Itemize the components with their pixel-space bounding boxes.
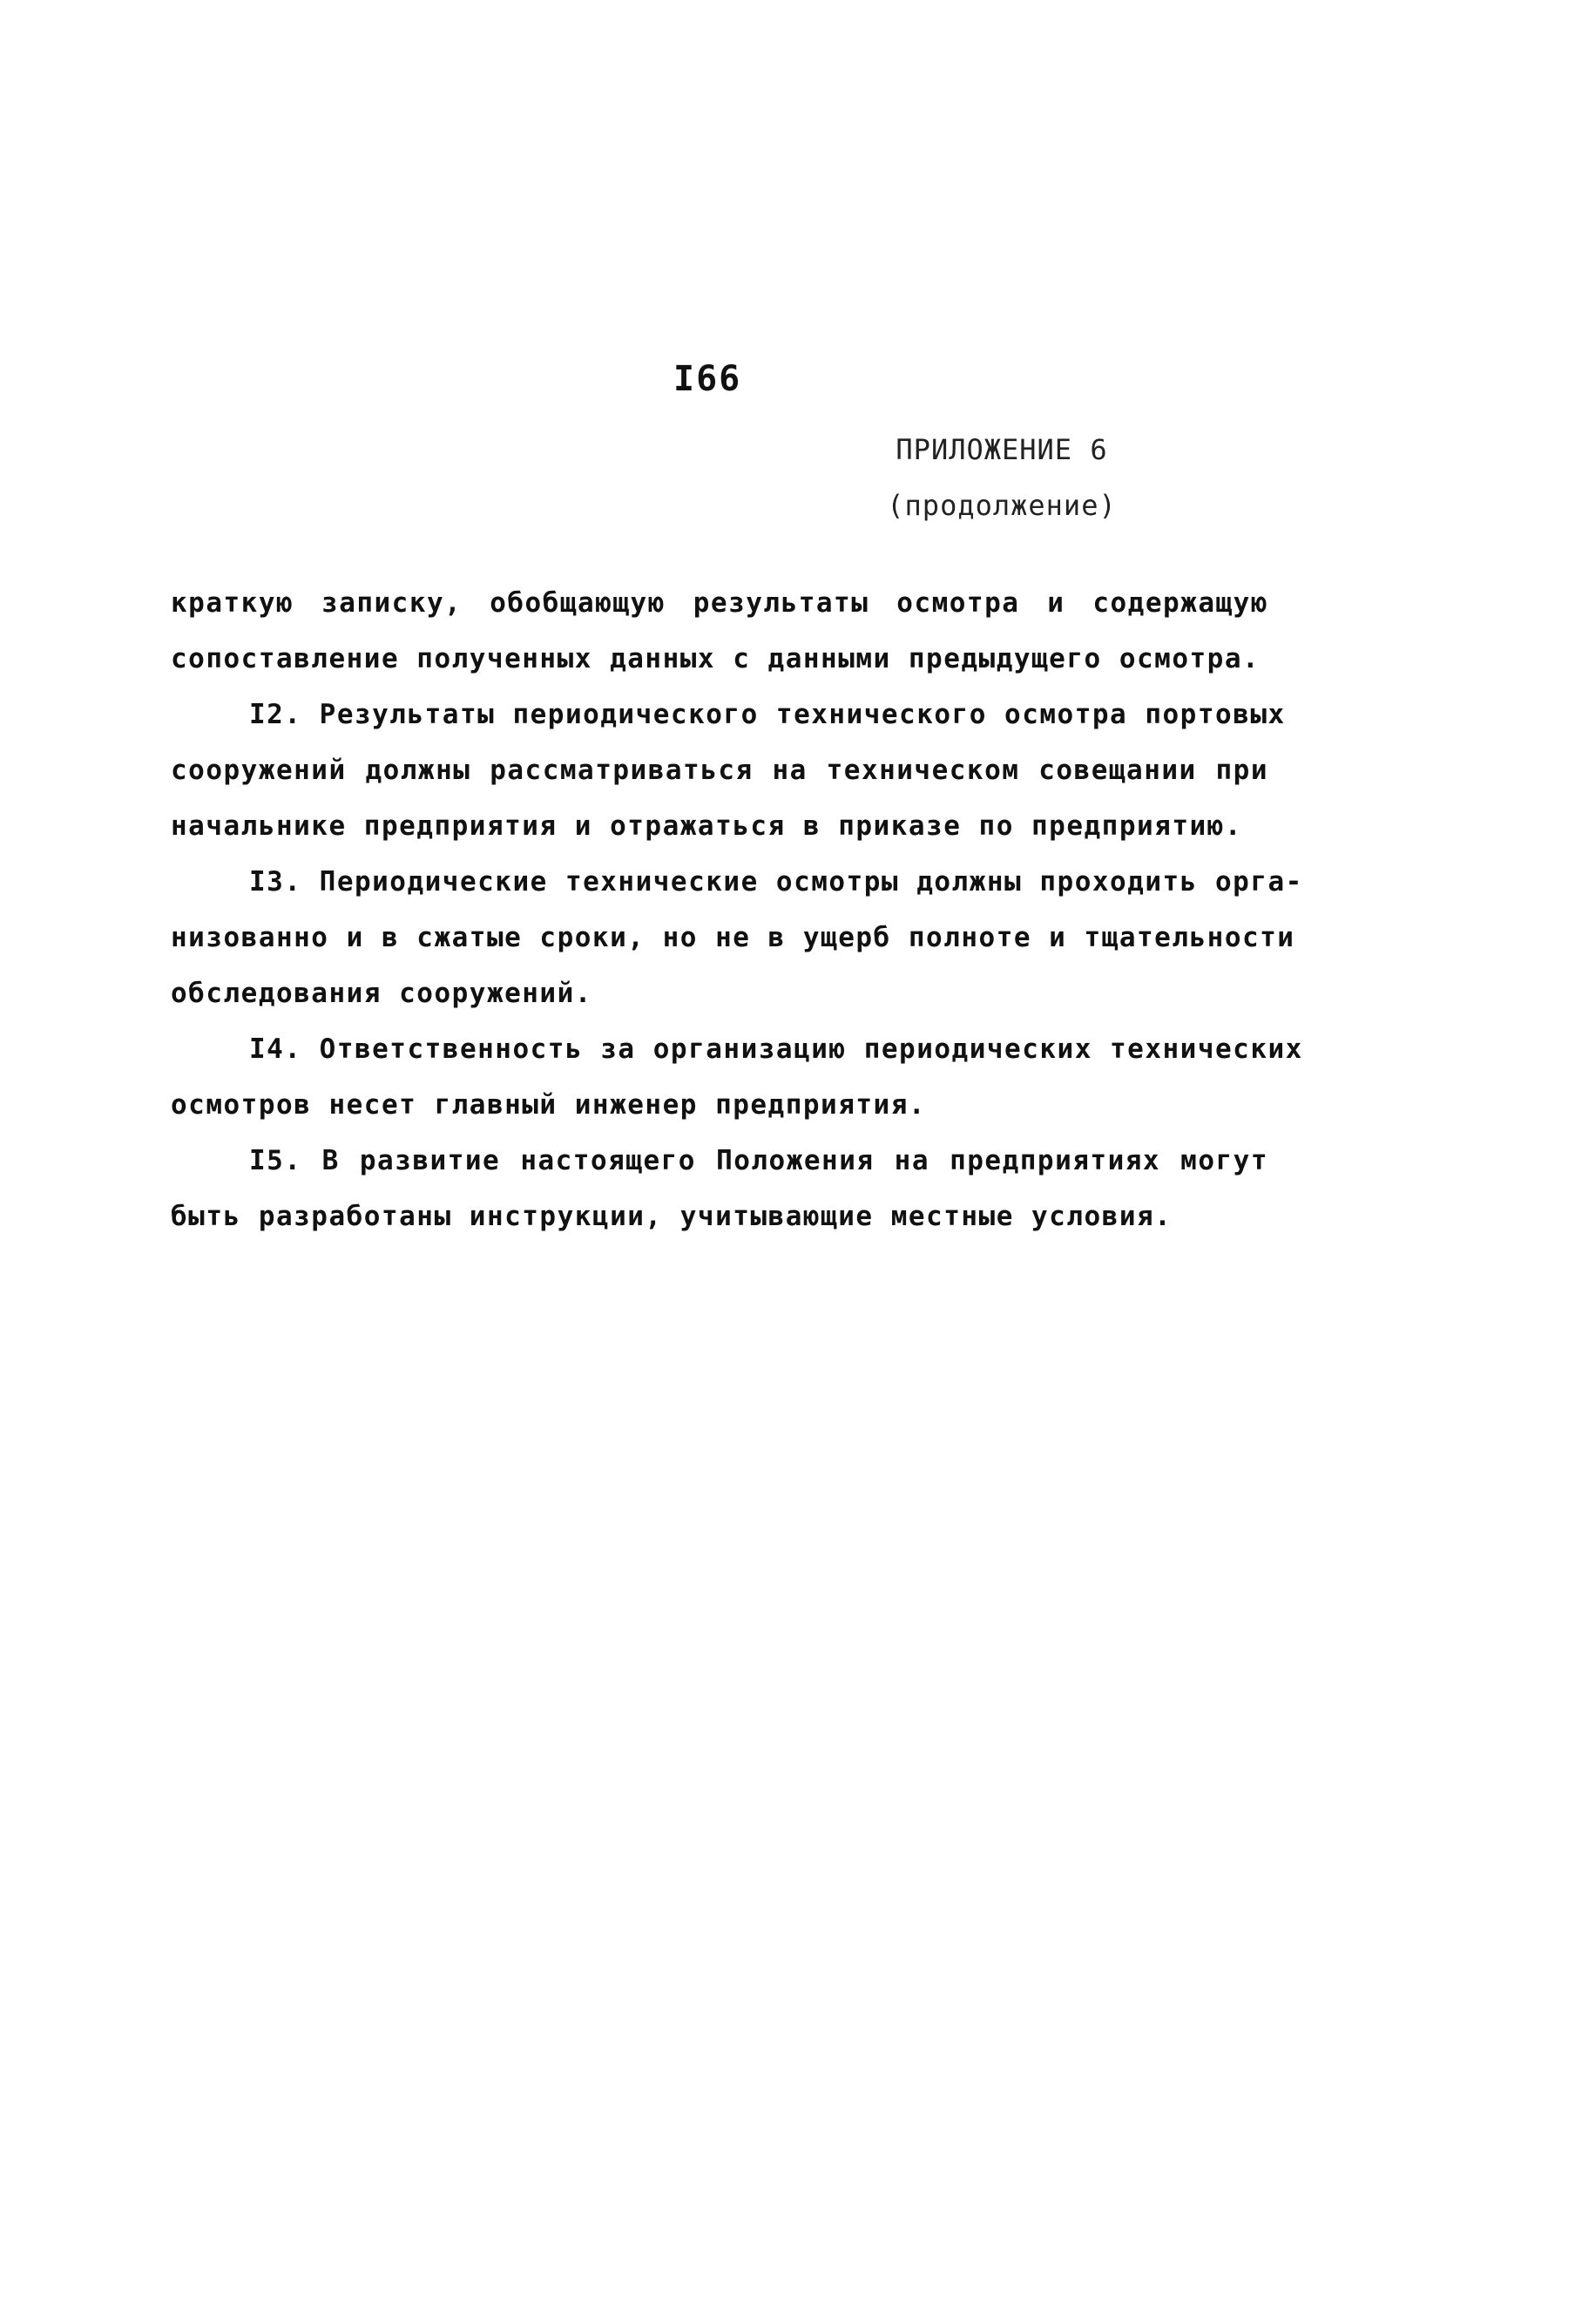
paragraph-item-15 [171,1133,1268,1244]
text-line: низованно и в сжатые сроки, но не в ущерб полноте и тщательности [171,922,1295,953]
text-line: I4. Ответственность за организацию периодических технических [249,1033,1303,1065]
appendix-subtitle: (продолжение) [887,489,1117,522]
paragraph-item-12 [171,687,1286,854]
text-line: начальнике предприятия и отражаться в приказе по предприятию. [171,810,1242,842]
text-line: I5. В развитие настоящего Положения на предприятиях могут [249,1145,1268,1176]
page-number: I66 [673,359,742,399]
appendix-heading [871,422,1132,533]
paragraph-item-13 [171,854,1303,1021]
text-line: сооружений должны рассматриваться на техническом совещании при [171,755,1268,786]
text-line: осмотров несет главный инженер предприятия. [171,1089,927,1121]
text-line: быть разработаны инструкции, учитывающие местные условия. [171,1201,1173,1232]
text-line: краткую записку, обобщающую результаты осмотра и содержащую [171,587,1268,619]
text-line: I2. Результаты периодического технического осмотра портовых [249,699,1286,730]
text-line: I3. Периодические технические осмотры должны проходить орга- [249,866,1303,898]
paragraph-continuation [171,575,1268,687]
appendix-title: ПРИЛОЖЕНИЕ 6 [896,433,1108,466]
paragraph-item-14 [171,1021,1303,1133]
text-line: обследования сооружений. [171,978,592,1009]
text-line: сопоставление полученных данных с данными предыдущего осмотра. [171,643,1261,674]
body-text [171,575,1303,1244]
